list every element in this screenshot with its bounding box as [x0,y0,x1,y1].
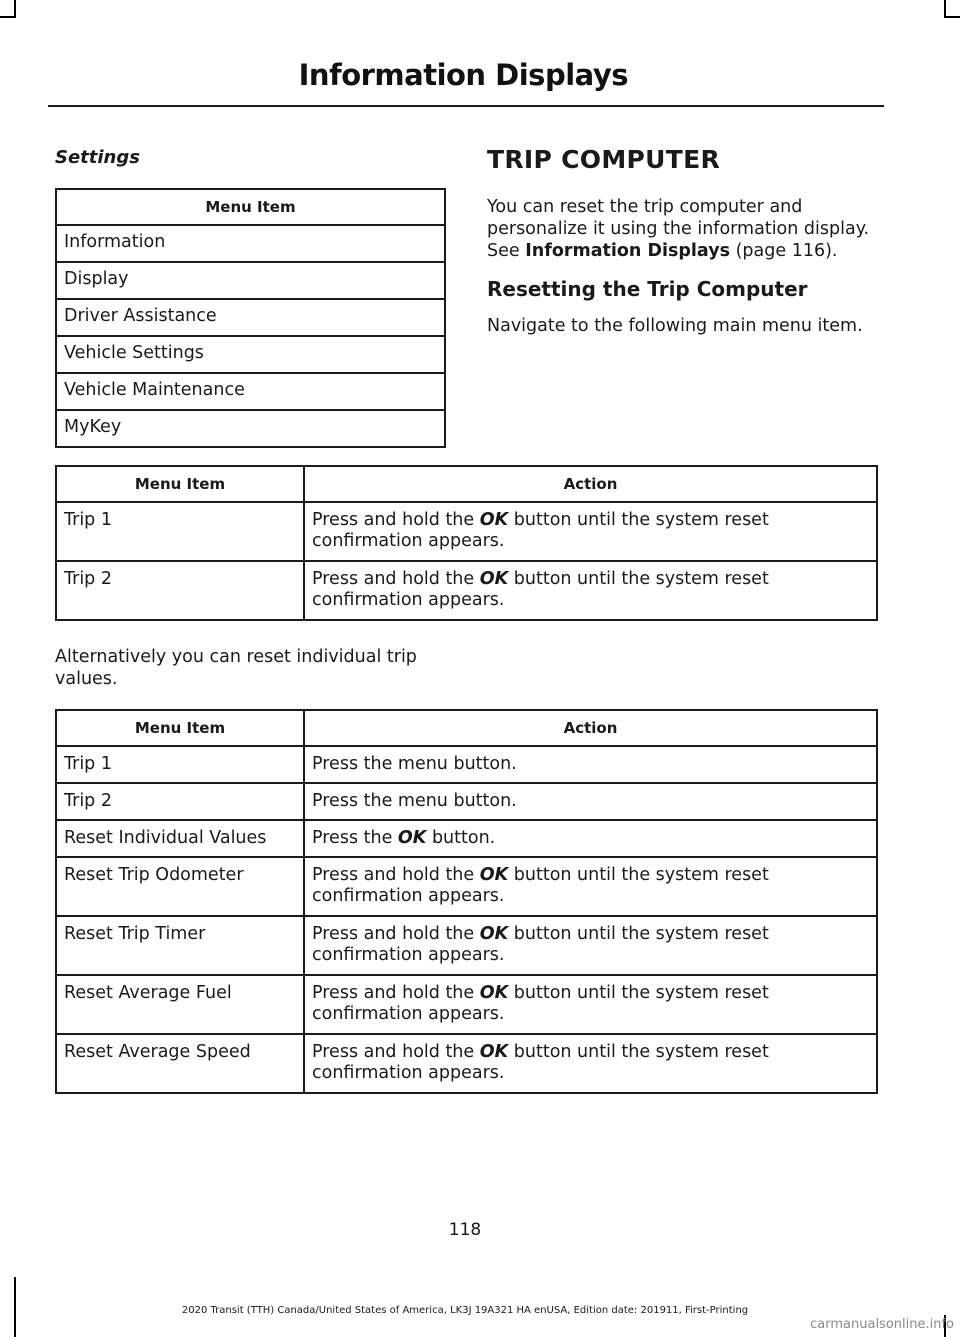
trip-computer-intro [487,196,887,262]
page-number: 118 [448,1220,482,1240]
action-cell: Press and hold the OK button until the system reset confirmation appears. [304,1034,877,1093]
ok-button-label: OK [479,865,509,885]
menu-item-cell: Reset Trip Odometer [56,857,304,916]
menu-item-cell: Trip 2 [56,561,304,620]
alternative-paragraph: Alternatively you can reset individual trip values. [55,647,417,689]
action-cell: Press and hold the OK button until the system reset confirmation appears. [304,857,877,916]
table-row [56,783,877,820]
table-header: Menu Item [56,466,304,502]
table-row [56,916,877,975]
ok-button-label: OK [479,1042,509,1062]
footer-edition-info: 2020 Transit (TTH) Canada/United States of America, LK3J 19A321 HA enUSA, Edition date: 201911, First-Printing [181,1305,749,1316]
table-header: Action [304,710,877,746]
page-reference: (page 116). [735,241,838,261]
action-cell: Press the menu button. [304,783,877,820]
menu-item-cell: Reset Average Speed [56,1034,304,1093]
table-row [56,225,445,262]
table-row [56,561,877,620]
table-row [56,262,445,299]
settings-label: Settings [55,147,140,168]
page-title: Information Displays [298,58,628,92]
table-row [56,746,877,783]
action-cell: Press the menu button. [304,746,877,783]
individual-reset-table [55,709,878,1094]
information-displays-link[interactable]: Information Displays [525,241,731,261]
menu-item-cell: Trip 1 [56,746,304,783]
crop-mark [0,16,16,18]
action-cell: Press and hold the OK button until the system reset confirmation appears. [304,502,877,561]
settings-menu-table [55,188,446,448]
table-row [56,336,445,373]
ok-button-label: OK [479,924,509,944]
navigate-instruction: Navigate to the following main menu item. [487,316,863,336]
menu-item-cell: Vehicle Settings [56,336,445,373]
action-cell: Press and hold the OK button until the system reset confirmation appears. [304,561,877,620]
menu-item-cell: Vehicle Maintenance [56,373,445,410]
ok-button-label: OK [479,569,509,589]
header-divider [48,105,884,107]
ok-button-label: OK [479,510,509,530]
action-cell: Press the OK button. [304,820,877,857]
trip-reset-table [55,465,878,621]
menu-item-cell: Reset Individual Values [56,820,304,857]
table-row [56,502,877,561]
menu-item-cell: Driver Assistance [56,299,445,336]
menu-item-cell: MyKey [56,410,445,447]
table-header: Action [304,466,877,502]
menu-item-cell: Trip 2 [56,783,304,820]
table-row [56,373,445,410]
table-row [56,1034,877,1093]
ok-button-label: OK [479,983,509,1003]
table-row [56,299,445,336]
table-row [56,975,877,1034]
menu-item-cell: Trip 1 [56,502,304,561]
action-cell: Press and hold the OK button until the system reset confirmation appears. [304,975,877,1034]
resetting-subheading: Resetting the Trip Computer [487,277,808,301]
watermark: carmanualsonline.info [810,1317,954,1332]
intro-text: You can reset the trip computer and personalize it using the information display. See [487,197,870,261]
table-row [56,857,877,916]
menu-item-cell: Reset Average Fuel [56,975,304,1034]
action-cell: Press and hold the OK button until the system reset confirmation appears. [304,916,877,975]
table-row [56,820,877,857]
menu-item-cell: Information [56,225,445,262]
menu-item-cell: Display [56,262,445,299]
crop-mark [944,16,960,18]
table-row [56,410,445,447]
table-header: Menu Item [56,710,304,746]
table-header: Menu Item [56,189,445,225]
trip-computer-heading: TRIP COMPUTER [487,145,721,174]
ok-button-label: OK [397,828,427,848]
menu-item-cell: Reset Trip Timer [56,916,304,975]
